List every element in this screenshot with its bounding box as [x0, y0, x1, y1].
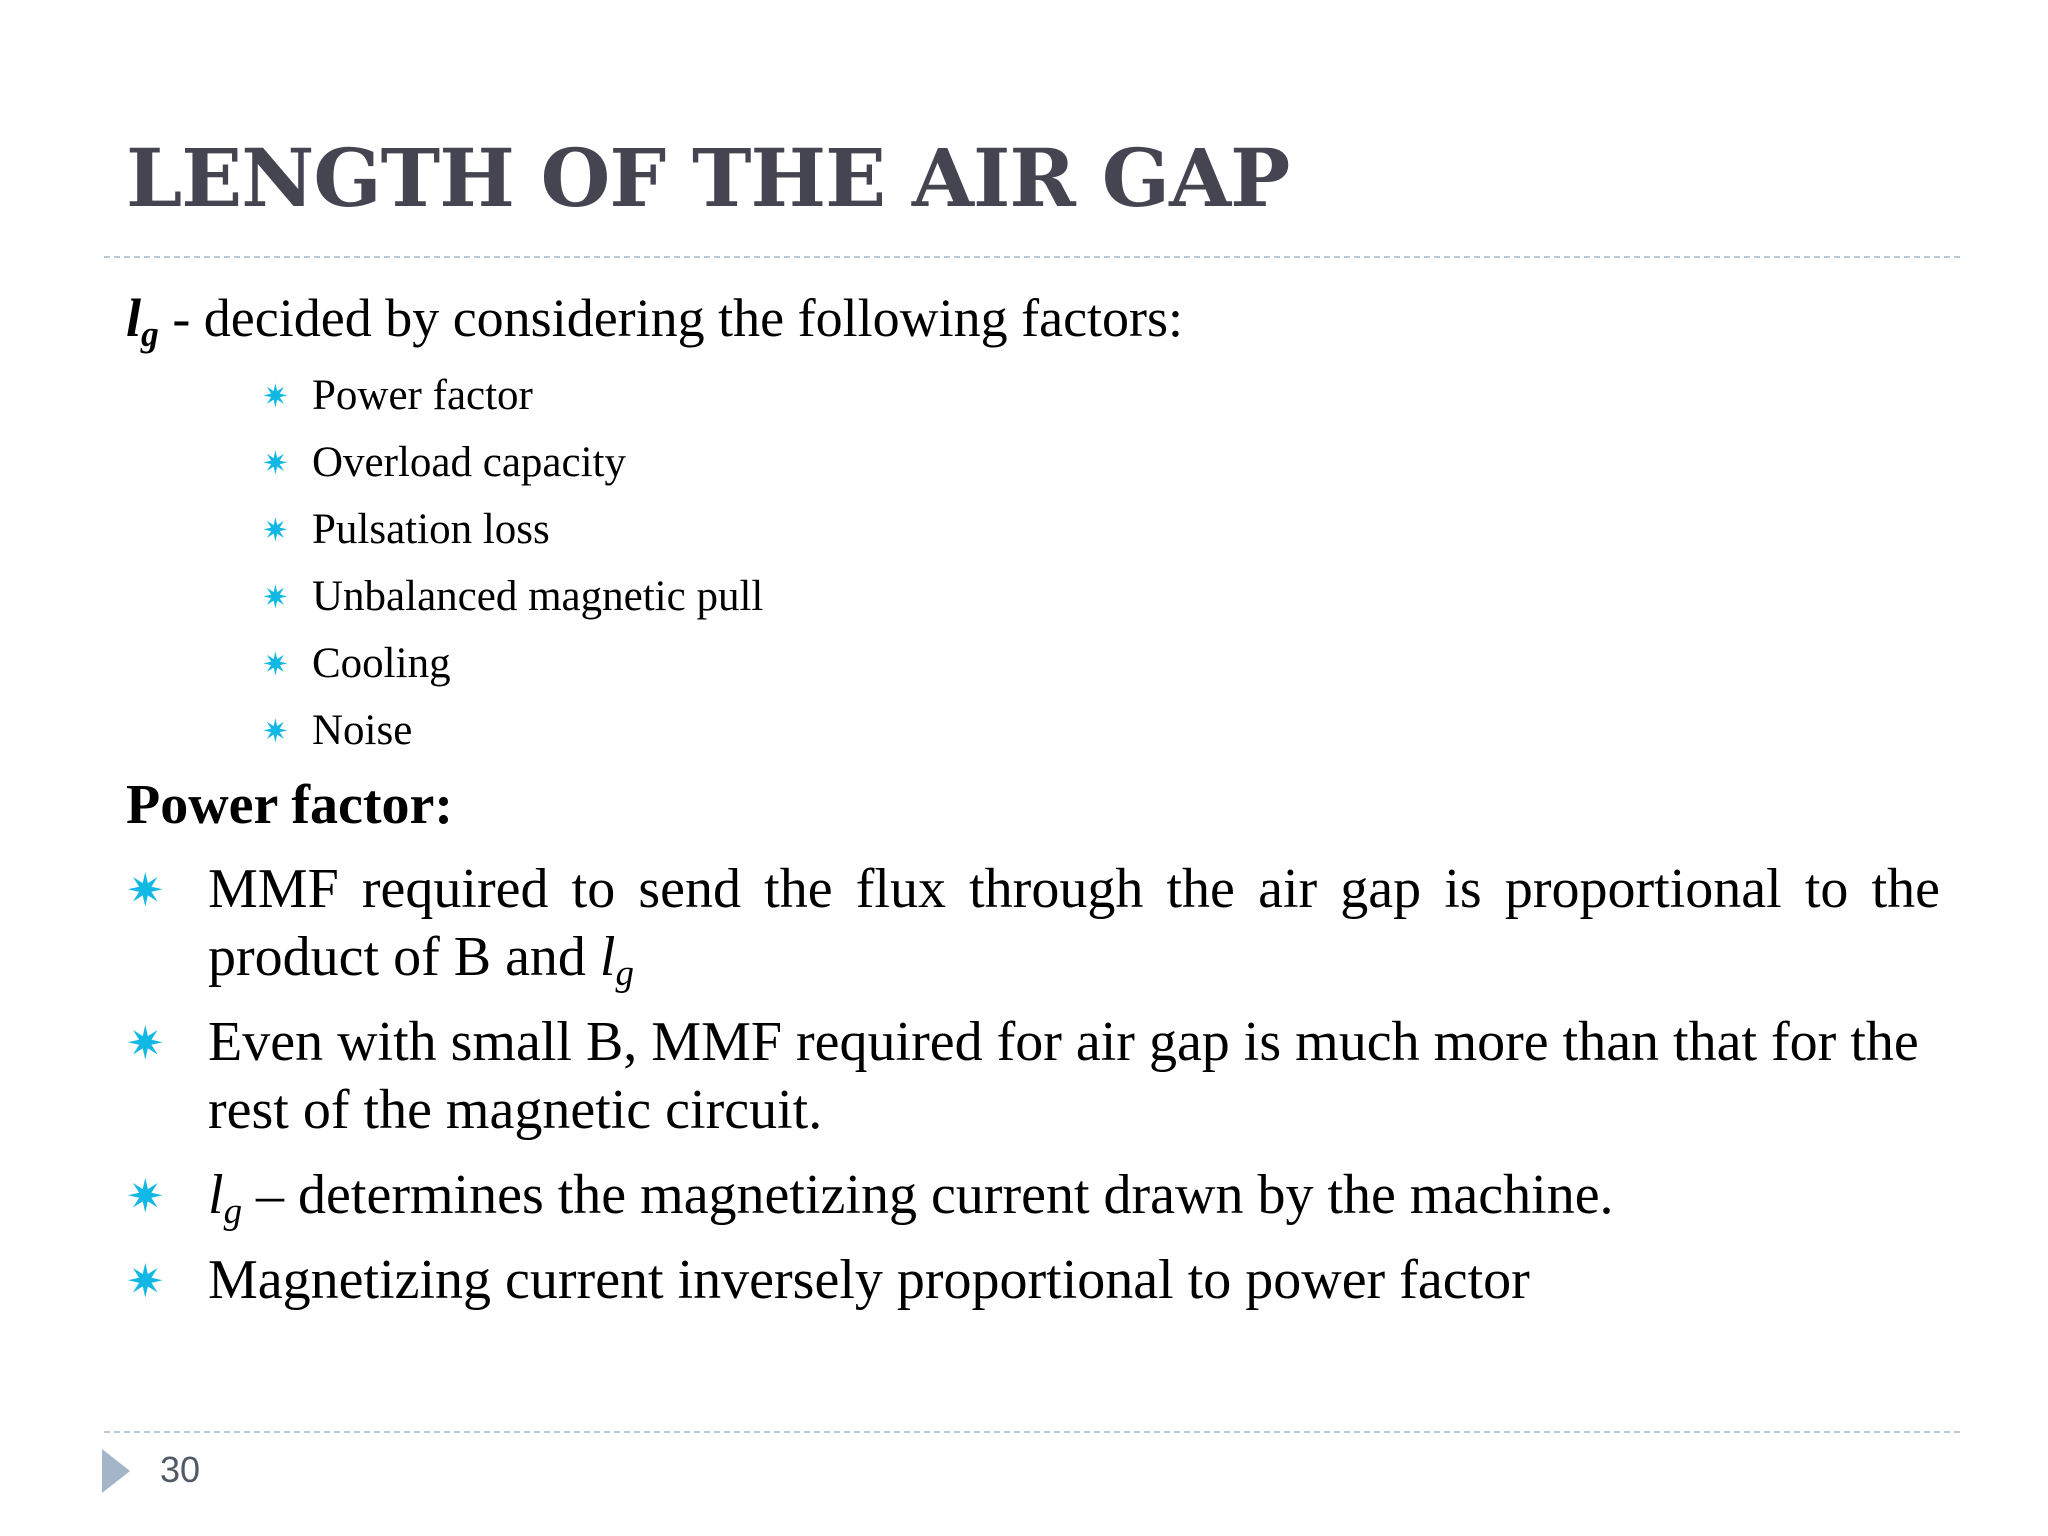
factor-label: Unbalanced magnetic pull — [312, 573, 764, 620]
star-burst-icon: ✷ — [126, 1169, 165, 1223]
slide-title: LENGTH OF THE AIR GAP — [126, 131, 1290, 225]
point-item — [126, 1008, 1940, 1144]
air-gap-symbol — [208, 1164, 243, 1232]
star-burst-icon: ✷ — [262, 511, 289, 549]
factor-item — [262, 630, 763, 697]
intro-text: - decided by considering the following factors: — [158, 288, 1184, 348]
point-list — [126, 855, 1940, 1331]
triangle-right-icon — [102, 1449, 130, 1493]
factor-item — [262, 563, 763, 630]
star-burst-icon: ✷ — [126, 1254, 165, 1308]
factor-label: Noise — [312, 707, 413, 754]
symbol-subscript: g — [615, 952, 634, 994]
point-item — [126, 1161, 1940, 1232]
factor-item — [262, 697, 763, 764]
air-gap-symbol — [126, 288, 159, 354]
title-divider — [104, 256, 1960, 258]
star-burst-icon: ✷ — [126, 863, 165, 917]
page-number: 30 — [160, 1449, 201, 1490]
section-heading: Power factor: — [126, 774, 454, 836]
factor-label: Cooling — [312, 640, 451, 687]
star-burst-icon: ✷ — [262, 377, 289, 415]
point-text: Even with small B, MMF required for air gap is much more than that for the rest of the magnetic circuit. — [208, 1011, 1919, 1141]
footer-divider — [104, 1431, 1960, 1433]
symbol-letter: l — [208, 1164, 224, 1226]
symbol-subscript: g — [223, 1190, 243, 1232]
point-text: MMF required to send the flux through the air gap is proportional to the product of B and — [208, 858, 1940, 988]
point-item — [126, 855, 1940, 994]
star-burst-icon: ✷ — [262, 712, 289, 750]
factor-item — [262, 429, 763, 496]
star-burst-icon: ✷ — [262, 578, 289, 616]
factor-label: Pulsation loss — [312, 506, 550, 553]
star-burst-icon: ✷ — [262, 645, 289, 683]
factor-label: Overload capacity — [312, 439, 626, 486]
factor-item — [262, 496, 763, 563]
star-burst-icon: ✷ — [262, 444, 289, 482]
point-text: Magnetizing current inversely proportional to power factor — [208, 1249, 1530, 1311]
symbol-subscript: g — [141, 313, 159, 354]
point-item — [126, 1246, 1940, 1314]
factor-item — [262, 362, 763, 429]
intro-line — [126, 282, 1183, 354]
symbol-letter: l — [599, 926, 616, 988]
point-text: – determines the magnetizing current drawn by the machine. — [242, 1164, 1614, 1226]
symbol-letter: l — [126, 288, 142, 348]
factor-list — [262, 362, 763, 764]
factor-label: Power factor — [312, 372, 533, 419]
air-gap-symbol — [599, 926, 634, 994]
star-burst-icon: ✷ — [126, 1016, 165, 1070]
